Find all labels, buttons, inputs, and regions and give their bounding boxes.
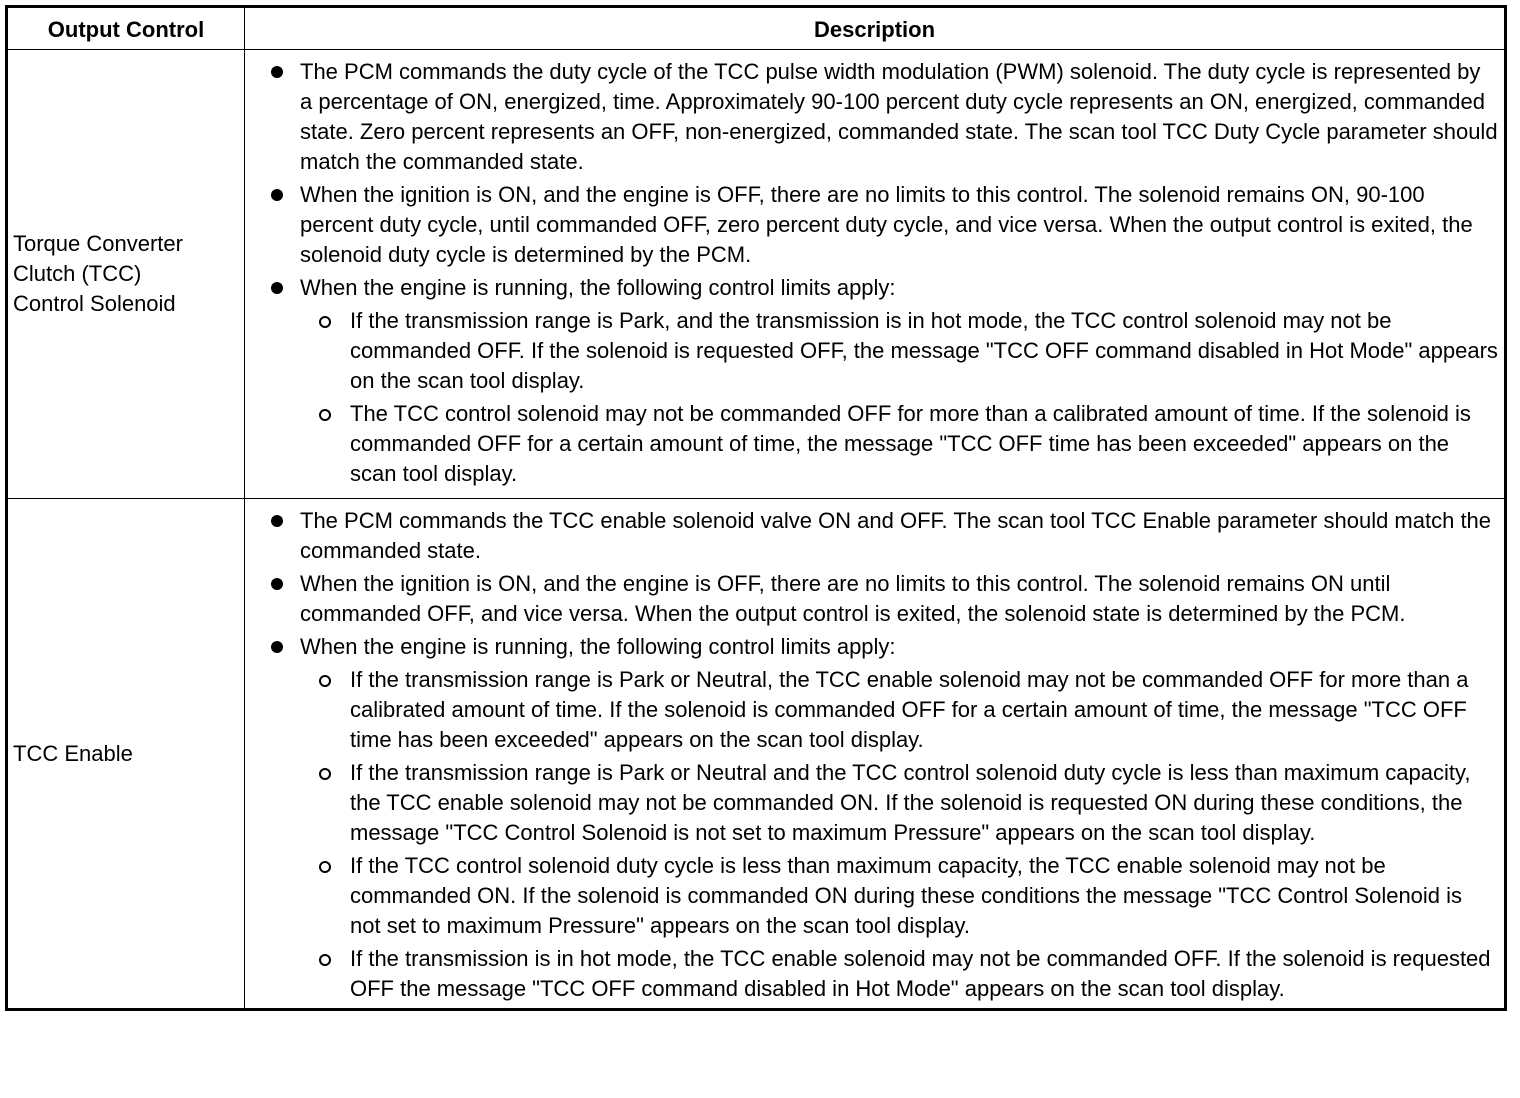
sub-bullet-item xyxy=(300,306,1498,396)
bullet-item xyxy=(245,57,1498,177)
sub-bullet-item xyxy=(300,758,1498,848)
control-line: Control Solenoid xyxy=(13,291,176,316)
output-control-table xyxy=(5,5,1507,1011)
bullet-dot-icon xyxy=(271,282,283,294)
bullet-item xyxy=(245,632,1498,1004)
bullet-ring-icon xyxy=(319,675,331,687)
bullet-text: When the engine is running, the following control limits apply: xyxy=(300,634,896,659)
sub-bullet-text: The TCC control solenoid may not be commanded OFF for more than a calibrated amount of time. If the solenoid is commanded OFF for a certain amount of time, the message "TCC OFF time has been exceeded" appears on the scan tool display. xyxy=(350,401,1471,486)
sub-bullet-item xyxy=(300,851,1498,941)
bullet-ring-icon xyxy=(319,316,331,328)
description-cell xyxy=(245,50,1506,499)
description-cell xyxy=(245,499,1506,1010)
bullet-text: The PCM commands the duty cycle of the TCC pulse width modulation (PWM) solenoid. The duty cycle is represented by a percentage of ON, energized, time. Approximately 90-100 percent duty cycle represents an ON, energized, commanded state. Zero percent represents an OFF, non-energized, commanded state. The scan tool TCC Duty Cycle parameter should match the commanded state. xyxy=(300,59,1498,174)
bullet-dot-icon xyxy=(271,641,283,653)
header-output-control: Output Control xyxy=(7,7,245,50)
sub-bullet-text: If the transmission range is Park or Neutral and the TCC control solenoid duty cycle is less than maximum capacity, the TCC enable solenoid may not be commanded ON. If the solenoid is requested ON during these conditions, the message "TCC Control Solenoid is not set to maximum Pressure" appears on the scan tool display. xyxy=(350,760,1471,845)
bullet-item xyxy=(245,506,1498,566)
bullet-dot-icon xyxy=(271,578,283,590)
sub-bullet-text: If the TCC control solenoid duty cycle is less than maximum capacity, the TCC enable solenoid may not be commanded ON. If the solenoid is commanded ON during these conditions the message "TCC Control Solenoid is not set to maximum Pressure" appears on the scan tool display. xyxy=(350,853,1463,938)
bullet-ring-icon xyxy=(319,409,331,421)
bullet-text: When the ignition is ON, and the engine is OFF, there are no limits to this control. The solenoid remains ON, 90-100 percent duty cycle, until commanded OFF, zero percent duty cycle, and vice versa. When the output control is exited, the solenoid duty cycle is determined by the PCM. xyxy=(300,182,1473,267)
control-line: Clutch (TCC) xyxy=(13,261,142,286)
bullet-list xyxy=(245,506,1498,1004)
bullet-dot-icon xyxy=(271,66,283,78)
bullet-item xyxy=(245,273,1498,489)
bullet-item xyxy=(245,569,1498,629)
bullet-text: When the ignition is ON, and the engine is OFF, there are no limits to this control. The solenoid remains ON until commanded OFF, and vice versa. When the output control is exited, the solenoid state is determined by the PCM. xyxy=(300,571,1406,626)
sub-bullet-item xyxy=(300,944,1498,1004)
sub-bullet-text: If the transmission is in hot mode, the TCC enable solenoid may not be commanded OFF. If the solenoid is requested OFF the message "TCC OFF command disabled in Hot Mode" appears on the scan tool display. xyxy=(350,946,1491,1001)
sub-bullet-list xyxy=(300,665,1498,1004)
bullet-ring-icon xyxy=(319,768,331,780)
sub-bullet-list xyxy=(300,306,1498,489)
output-control-cell xyxy=(7,499,245,1010)
output-control-cell xyxy=(7,50,245,499)
control-line: Torque Converter xyxy=(13,231,183,256)
sub-bullet-item xyxy=(300,665,1498,755)
bullet-dot-icon xyxy=(271,189,283,201)
bullet-text: The PCM commands the TCC enable solenoid valve ON and OFF. The scan tool TCC Enable parameter should match the commanded state. xyxy=(300,508,1492,563)
control-line: TCC Enable xyxy=(13,740,133,766)
sub-bullet-item xyxy=(300,399,1498,489)
sub-bullet-text: If the transmission range is Park, and the transmission is in hot mode, the TCC control solenoid may not be commanded OFF. If the solenoid is requested OFF, the message "TCC OFF command disabled in Hot Mode" appears on the scan tool display. xyxy=(350,308,1498,393)
bullet-item xyxy=(245,180,1498,270)
bullet-dot-icon xyxy=(271,515,283,527)
table-row-tcc-enable xyxy=(7,499,1506,1010)
bullet-list xyxy=(245,57,1498,489)
bullet-text: When the engine is running, the following control limits apply: xyxy=(300,275,896,300)
table-header-row xyxy=(7,7,1506,50)
bullet-ring-icon xyxy=(319,861,331,873)
bullet-ring-icon xyxy=(319,954,331,966)
sub-bullet-text: If the transmission range is Park or Neutral, the TCC enable solenoid may not be commanded OFF for more than a calibrated amount of time. If the solenoid is commanded OFF for a certain amount of time, the message "TCC OFF time has been exceeded" appears on the scan tool display. xyxy=(350,667,1469,752)
header-description: Description xyxy=(245,7,1506,50)
table-row-tcc-control-solenoid xyxy=(7,50,1506,499)
